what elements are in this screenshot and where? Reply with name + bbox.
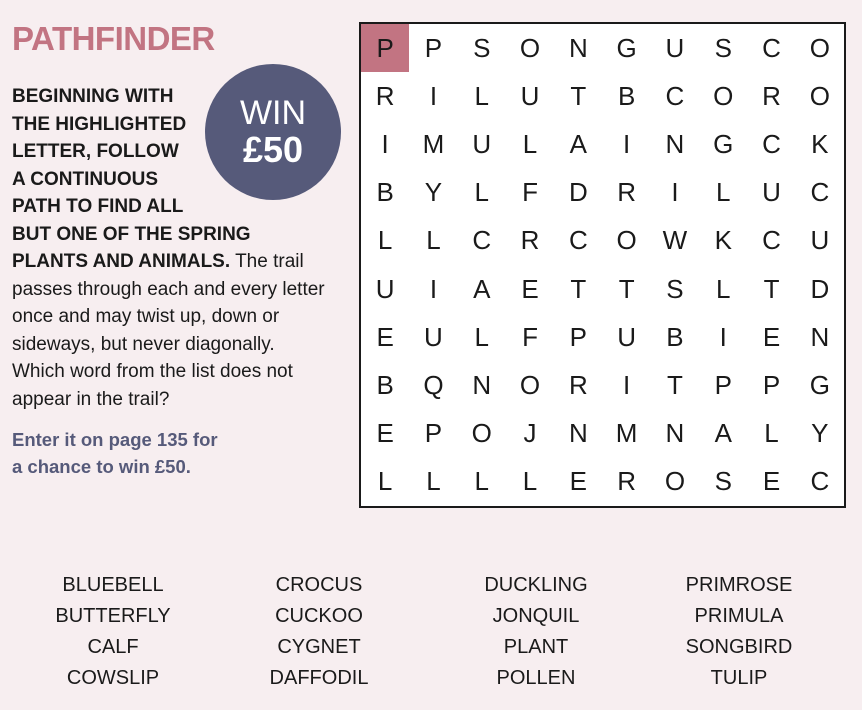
grid-cell[interactable]: C: [810, 177, 830, 208]
grid-cell[interactable]: U: [375, 273, 395, 304]
word-item: PRIMULA: [694, 605, 784, 627]
grid-cell[interactable]: I: [719, 321, 727, 352]
grid-cell[interactable]: K: [811, 128, 829, 159]
grid-cell[interactable]: C: [762, 225, 781, 256]
word-list: [0, 570, 862, 700]
grid-cell[interactable]: T: [618, 273, 635, 304]
grid-cell[interactable]: I: [429, 80, 438, 111]
instruction-bold-last: PLANTS AND ANIMALS.: [12, 251, 231, 272]
word-item: JONQUIL: [492, 605, 580, 627]
grid-cell[interactable]: C: [810, 466, 830, 497]
grid-cell[interactable]: K: [714, 225, 732, 256]
prize-badge-amount: £50: [242, 129, 304, 170]
grid-cell[interactable]: N: [472, 369, 492, 400]
grid-cell[interactable]: C: [472, 225, 492, 256]
grid-cell[interactable]: E: [376, 321, 394, 352]
grid-cell[interactable]: L: [764, 418, 779, 449]
prize-badge-win: WIN: [239, 94, 307, 132]
word-item: SONGBIRD: [685, 636, 793, 658]
grid-cell[interactable]: L: [474, 177, 489, 208]
grid-cell[interactable]: B: [376, 177, 394, 208]
word-item: COWSLIP: [66, 667, 160, 689]
grid-cell[interactable]: N: [568, 32, 588, 63]
word-item: PLANT: [503, 636, 569, 658]
grid-cell[interactable]: O: [616, 225, 637, 256]
word-item: CYGNET: [277, 636, 361, 658]
word-item: DUCKLING: [484, 574, 588, 596]
grid-cell[interactable]: R: [568, 369, 588, 400]
entry-line: Enter it on page 135 for: [12, 429, 218, 450]
grid-cell[interactable]: Q: [423, 369, 444, 400]
word-item: CROCUS: [275, 574, 363, 596]
grid-cell[interactable]: O: [519, 32, 541, 63]
grid-cell[interactable]: P: [361, 24, 409, 72]
word-column-2: [219, 570, 419, 694]
grid-cell[interactable]: P: [424, 32, 443, 63]
grid-cell[interactable]: L: [522, 466, 538, 497]
word-column-1: [13, 570, 213, 694]
grid-cell[interactable]: B: [376, 369, 394, 400]
grid-cell[interactable]: A: [473, 273, 491, 304]
word-item: DAFFODIL: [269, 667, 369, 689]
grid-cell[interactable]: L: [377, 466, 393, 497]
grid-cell[interactable]: R: [617, 177, 637, 208]
grid-cell[interactable]: U: [665, 32, 685, 63]
instruction-bold-line: BEGINNING WITH: [12, 86, 174, 107]
grid-cell[interactable]: U: [520, 80, 540, 111]
grid-cell[interactable]: L: [474, 466, 489, 497]
grid-cell[interactable]: P: [714, 369, 732, 400]
grid-cell[interactable]: P: [569, 321, 587, 352]
word-item: BUTTERFLY: [55, 605, 171, 627]
grid-cell[interactable]: M: [615, 418, 638, 449]
grid-cell[interactable]: C: [762, 32, 781, 63]
grid-cell[interactable]: D: [568, 177, 588, 208]
grid-cell[interactable]: I: [381, 128, 389, 159]
grid-cell[interactable]: A: [714, 418, 732, 449]
grid-cell[interactable]: N: [665, 418, 685, 449]
grid-cell[interactable]: L: [716, 273, 731, 304]
word-item: CUCKOO: [275, 605, 363, 627]
grid-cell[interactable]: F: [522, 321, 538, 352]
grid-cell[interactable]: T: [667, 369, 683, 400]
grid-cell[interactable]: G: [809, 369, 830, 400]
grid-cell[interactable]: N: [665, 128, 685, 159]
grid-cell[interactable]: I: [623, 128, 631, 159]
grid-cell[interactable]: U: [762, 177, 781, 208]
grid-cell[interactable]: L: [426, 466, 441, 497]
instruction-bold-line: A CONTINUOUS: [12, 168, 159, 190]
grid-cell[interactable]: U: [810, 225, 830, 256]
grid-cell[interactable]: R: [520, 225, 540, 256]
grid-cell[interactable]: L: [474, 80, 489, 111]
puzzle-title: PATHFINDER: [12, 20, 215, 57]
grid-cell[interactable]: E: [376, 418, 394, 449]
word-item: CALF: [87, 636, 139, 658]
grid-cell[interactable]: G: [616, 32, 637, 63]
grid-cell[interactable]: O: [809, 32, 830, 63]
grid-cell[interactable]: O: [519, 369, 541, 400]
grid-cell[interactable]: P: [762, 369, 781, 400]
grid-cell[interactable]: O: [664, 466, 686, 497]
grid-cell[interactable]: B: [666, 321, 684, 352]
grid-cell[interactable]: O: [809, 80, 830, 111]
grid-cell[interactable]: W: [662, 225, 688, 256]
grid-cell[interactable]: N: [810, 321, 830, 352]
word-item: BLUEBELL: [62, 574, 164, 596]
grid-cell[interactable]: M: [422, 128, 445, 159]
entry-line: a chance to win £50.: [12, 456, 191, 477]
grid-cell[interactable]: I: [623, 369, 631, 400]
word-item: PRIMROSE: [685, 574, 793, 596]
grid-cell[interactable]: P: [424, 418, 443, 449]
grid-cell[interactable]: U: [472, 128, 492, 159]
grid-cell[interactable]: S: [666, 273, 684, 304]
instruction-bold-line: LETTER, FOLLOW: [12, 141, 179, 162]
grid-cell[interactable]: Y: [811, 418, 829, 449]
grid-cell[interactable]: O: [471, 418, 492, 449]
grid-cell[interactable]: E: [762, 466, 781, 497]
instruction-regular: The trail passes through each and every letter once and may twist up, down or sideways, but never diagonally. Which word from the list does not appear in the trail?: [12, 251, 325, 410]
grid-cell[interactable]: L: [426, 225, 441, 256]
grid-cell[interactable]: L: [522, 128, 538, 159]
grid-cell[interactable]: C: [665, 80, 685, 111]
grid-cell[interactable]: T: [570, 80, 587, 111]
grid-cell[interactable]: S: [714, 466, 732, 497]
entry-instructions: [12, 426, 272, 480]
grid-cell[interactable]: U: [424, 321, 443, 352]
word-item: POLLEN: [496, 667, 576, 689]
grid-cell[interactable]: R: [617, 466, 637, 497]
grid-cell[interactable]: U: [617, 321, 637, 352]
instruction-bold-line: THE HIGHLIGHTED: [12, 113, 187, 135]
grid-cell[interactable]: E: [569, 466, 587, 497]
grid-cell[interactable]: D: [810, 273, 830, 304]
grid-cell[interactable]: Y: [424, 177, 443, 208]
grid-cell[interactable]: O: [713, 80, 734, 111]
grid-cell[interactable]: C: [762, 128, 781, 159]
grid-cell[interactable]: I: [429, 273, 438, 304]
grid-cell[interactable]: I: [671, 177, 679, 208]
grid-cell[interactable]: R: [375, 80, 395, 111]
instruction-bold-line: PATH TO FIND ALL: [12, 196, 184, 217]
grid-cell[interactable]: S: [473, 32, 491, 63]
grid-cell[interactable]: C: [568, 225, 588, 256]
grid-cell[interactable]: T: [763, 273, 780, 304]
grid-cell[interactable]: E: [521, 273, 539, 304]
grid-cell[interactable]: E: [762, 321, 781, 352]
grid-cell[interactable]: F: [522, 177, 538, 208]
grid-cell[interactable]: L: [716, 177, 731, 208]
instruction-bold-line: BUT ONE OF THE SPRING: [12, 223, 251, 245]
word-column-4: [639, 570, 839, 694]
grid-cell[interactable]: J: [523, 418, 537, 449]
grid-cell[interactable]: T: [570, 273, 587, 304]
grid-cell[interactable]: A: [569, 128, 587, 159]
grid-cell[interactable]: B: [617, 80, 636, 111]
letter-grid: [359, 22, 846, 508]
instructions: [12, 83, 332, 413]
grid-cell[interactable]: S: [714, 32, 732, 63]
word-item: TULIP: [710, 667, 768, 689]
grid-cell[interactable]: R: [762, 80, 781, 111]
grid-cell[interactable]: N: [568, 418, 588, 449]
word-column-3: [436, 570, 636, 694]
grid-cell[interactable]: L: [377, 225, 393, 256]
grid-cell[interactable]: L: [474, 321, 489, 352]
grid-cell[interactable]: G: [713, 128, 734, 159]
